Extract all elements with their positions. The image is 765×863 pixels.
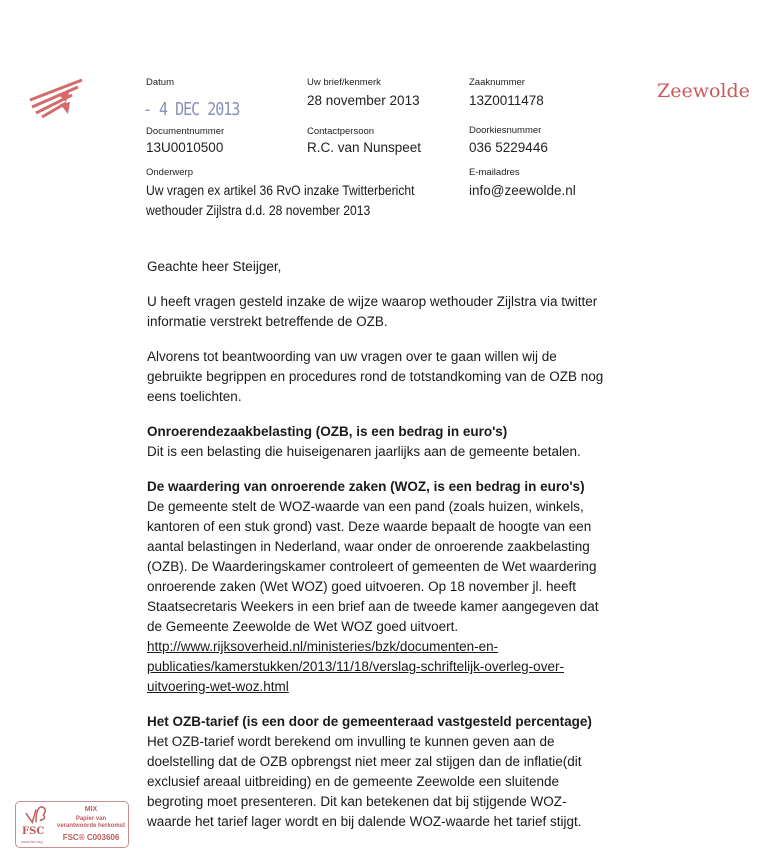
text-line: aantal belastingen in Nederland, waar onder de onroerende zaakbelasting <box>147 539 590 554</box>
text-line: onroerende zaken (Wet WOZ) goed uitvoeren. Op 18 november jl. heeft <box>147 579 576 594</box>
text-line: begroting moet presenteren. Dit kan betekenen dat bij stijgende WOZ- <box>147 794 567 809</box>
text-line: informatie verstrekt betreffende de OZB. <box>147 314 388 329</box>
case-number-label: Zaaknummer <box>469 77 525 88</box>
phone-label: Doorkiesnummer <box>469 125 542 136</box>
section-woz <box>147 477 747 697</box>
text-line: Staatsecretaris Weekers in een brief aan de tweede kamer aangegeven dat <box>147 599 599 614</box>
text-line: http://www.rijksoverheid.nl/ministeries/bzk/documenten-en- <box>147 639 499 654</box>
fsc-url: www.fsc.org <box>21 839 43 844</box>
section-text <box>147 497 747 637</box>
rijksoverheid-link[interactable] <box>147 637 747 697</box>
contact-value: R.C. van Nunspeet <box>307 140 422 155</box>
section-heading: De waardering van onroerende zaken (WOZ, is een bedrag in euro's) <box>147 479 585 494</box>
fsc-logo-text: FSC <box>22 826 45 837</box>
section-text <box>147 732 747 832</box>
text-line: waarde het tarief lager wordt en bij dalende WOZ-waarde het tarief stijgt. <box>147 814 582 829</box>
fsc-line1: Papier van <box>75 816 107 822</box>
subject-line: wethouder Zijlstra d.d. 28 november 2013 <box>146 203 371 218</box>
text-line: doelstelling dat de OZB opbrengst niet meer zal stijgen dan de inflatie(dit <box>147 754 582 769</box>
paragraph <box>147 347 747 407</box>
phone-value: 036 5229446 <box>469 140 548 155</box>
reference-value: 28 november 2013 <box>307 93 420 108</box>
fsc-mix: MIX <box>84 806 98 813</box>
fsc-label <box>15 801 129 848</box>
text-line: eens toelichten. <box>147 389 242 404</box>
section-heading: Onroerendezaakbelasting (OZB, is een bedrag in euro's) <box>147 424 508 439</box>
document-number-label: Documentnummer <box>146 126 225 137</box>
document-number-value: 13U0010500 <box>146 140 224 155</box>
text-line: de Gemeente Zeewolde de Wet WOZ goed uitvoert. <box>147 619 459 634</box>
text-line: kantoren of een stuk grond) vast. Deze waarde bepaalt de hoogte van een <box>147 519 592 534</box>
text-line: U heeft vragen gesteld inzake de wijze waarop wethouder Zijlstra via twitter <box>147 294 598 309</box>
contact-label: Contactpersoon <box>307 126 375 137</box>
section-ozb-tarief <box>147 712 747 832</box>
subject-label: Onderwerp <box>146 167 193 178</box>
fsc-tree-icon <box>22 804 50 826</box>
text-line: uitvoering-wet-woz.html <box>147 679 289 694</box>
text-line: (OZB). De Waarderingskamer controleert of gemeenten de Wet waardering <box>147 559 597 574</box>
text-line: gebruikte begrippen en procedures rond de totstandkoming van de OZB nog <box>147 369 604 384</box>
paragraph <box>147 292 747 332</box>
case-number-value: 13Z0011478 <box>469 93 544 108</box>
reference-label: Uw brief/kenmerk <box>307 77 381 88</box>
fsc-code: FSC® C003606 <box>62 833 120 842</box>
text-line: De gemeente stelt de WOZ-waarde van een pand (zoals huizen, winkels, <box>147 499 584 514</box>
subject-line: Uw vragen ex artikel 36 RvO inzake Twitterbericht <box>146 183 415 198</box>
email-value: info@zeewolde.nl <box>469 183 576 198</box>
text-line: Het OZB-tarief wordt berekend om invulling te kunnen geven aan de <box>147 734 555 749</box>
zeewolde-logo-icon <box>28 78 88 118</box>
greeting: Geachte heer Steijger, <box>147 259 282 274</box>
fsc-line2: verantwoorde herkomst <box>56 823 126 829</box>
letter-body <box>147 257 747 847</box>
date-stamp: - 4 DEC 2013 <box>143 98 240 120</box>
date-label: Datum <box>146 77 174 88</box>
email-label: E-mailadres <box>469 167 520 178</box>
section-heading: Het OZB-tarief (is een door de gemeenteraad vastgesteld percentage) <box>147 714 592 729</box>
subject-value <box>146 181 415 221</box>
text-line: publicaties/kamerstukken/2013/11/18/verslag-schriftelijk-overleg-over- <box>147 659 564 674</box>
text-line: Dit is een belasting die huiseigenaren jaarlijks aan de gemeente betalen. <box>147 444 581 459</box>
section-text <box>147 442 747 462</box>
section-ozb <box>147 422 747 462</box>
text-line: Alvorens tot beantwoording van uw vragen over te gaan willen wij de <box>147 349 557 364</box>
brand-name: Zeewolde <box>657 80 750 102</box>
text-line: exclusief areaal uitbreiding) en de gemeente Zeewolde een sluitende <box>147 774 560 789</box>
